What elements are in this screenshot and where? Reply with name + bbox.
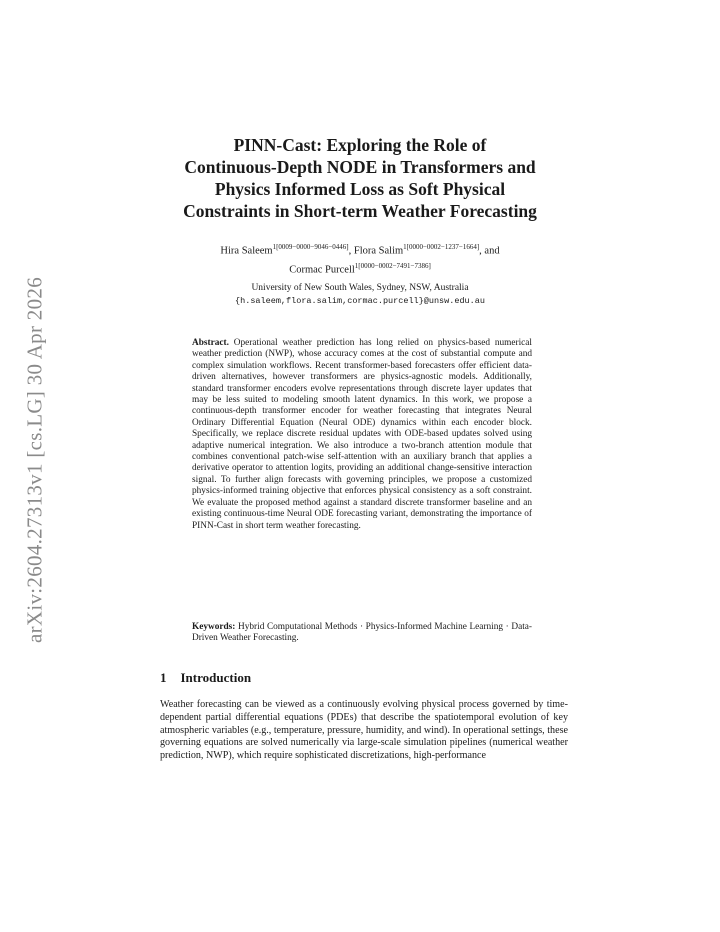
keywords (192, 622, 532, 645)
abstract (192, 338, 532, 532)
paper-title (150, 134, 570, 222)
author-emails: {h.saleem,flora.salim,cormac.purcell}@unsw.edu.au (235, 296, 485, 306)
title-line: Physics Informed Loss as Soft Physical (214, 179, 506, 199)
author-separator: , (348, 245, 354, 257)
author-name: Flora Salim (353, 245, 404, 257)
author-separator: , and (479, 245, 500, 257)
author-name: Cormac Purcell (289, 264, 355, 275)
intro-paragraph: Weather forecasting can be viewed as a continuously evolving physical process governed by time-dependent partial differential equations (PDEs) that describe the spatiotemporal evolution of key atmospheric variables (e.g., temperature, pressure, humidity, and wind). In operational settings, these governing equations are solved numerically via large-scale simulation pipelines (numerical weather prediction, NWP), which require sophisticated discretizations, high-performance (160, 699, 568, 762)
arxiv-identifier-text: arXiv:2604.27313v1 [cs.LG] 30 Apr 2026 (22, 276, 47, 644)
abstract-text: Operational weather prediction has long relied on physics-based numerical weather prediction (NWP), whose accuracy comes at the cost of substantial compute and complex simulation workflows. Recent transformer-based forecasters offer efficient data-driven alternatives, however transformers are physics-agnostic models. Additionally, standard transformer encoders evolve representations through discrete layer updates that may be less suited to modeling smooth latent dynamics. In this work, we propose a continuous-depth transformer encoder for weather forecasting that integrates Neural Ordinary Differential Equation (Neural ODE) dynamics within each encoder block. Specifically, we replace discrete residual updates with ODE-based updates solved using adaptive numerical integration. We also introduce a two-branch attention module that combines conventional patch-wise self-attention with an auxiliary branch that applies a derivative operator to attention logits, providing an additional change-sensitive interaction signal. To further align forecasts with governing principles, we propose a customized physics-informed training objective that enforces physical consistency as a soft constraint. We evaluate the proposed method against a standard discrete transformer baseline and an existing continuous-time Neural ODE forecasting variant, demonstrating the importance of PINN-Cast in short term weather forecasting. (192, 338, 533, 531)
arxiv-identifier (20, 260, 50, 660)
section-number: 1 (160, 670, 167, 685)
title-line: Continuous-Depth NODE in Transformers and (184, 157, 536, 177)
affiliation: University of New South Wales, Sydney, NSW, Australia (251, 283, 469, 293)
abstract-label: Abstract. (192, 338, 229, 348)
author-orcid: 1[0000−0002−1237−1664] (403, 243, 480, 251)
keywords-label: Keywords: (192, 622, 236, 632)
keywords-text: Hybrid Computational Methods · Physics-Informed Machine Learning · Data-Driven Weather Forecasting. (192, 622, 532, 644)
section-heading (160, 670, 251, 686)
author-orcid: 1[0009−0000−9046−0446] (272, 243, 349, 251)
title-line: PINN-Cast: Exploring the Role of (233, 135, 487, 155)
title-line: Constraints in Short-term Weather Forecasting (183, 201, 537, 221)
author-name: Hira Saleem (220, 245, 273, 257)
author-orcid: 1[0000−0002−7491−7386] (354, 261, 431, 270)
author-list (140, 240, 580, 277)
affiliation-block (160, 282, 560, 308)
section-title: Introduction (180, 670, 252, 685)
